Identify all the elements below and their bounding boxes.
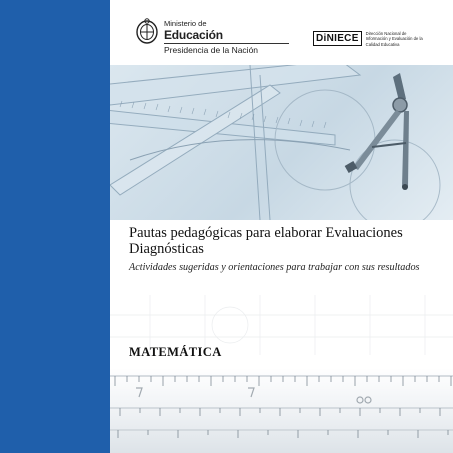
seal-icon — [135, 18, 159, 44]
compass-icon — [345, 73, 409, 190]
geometry-tools-illustration — [110, 65, 453, 220]
blue-spine — [0, 0, 110, 453]
ruler-photo — [110, 368, 453, 453]
document-title: Pautas pedagógicas para elaborar Evaluaciones Diagnósticas — [129, 225, 403, 257]
ruler-icon — [110, 368, 453, 453]
diniece-logo: DiNIECE — [313, 31, 362, 46]
ministry-logo — [135, 18, 289, 54]
ministry-line-3: Presidencia de la Nación — [164, 43, 289, 55]
compass-photo — [110, 65, 453, 220]
diniece-caption: Dirección Nacional de Información y Evaluación de la Calidad Educativa — [365, 31, 423, 47]
document-subtitle: Actividades sugeridas y orientaciones para trabajar con sus resultados — [129, 262, 420, 273]
diniece-logo-group — [313, 31, 428, 47]
subject-label: MATEMÁTICA — [129, 345, 222, 359]
ministry-line-1: Ministerio de — [164, 19, 207, 28]
ministry-line-2: Educación — [164, 27, 223, 42]
